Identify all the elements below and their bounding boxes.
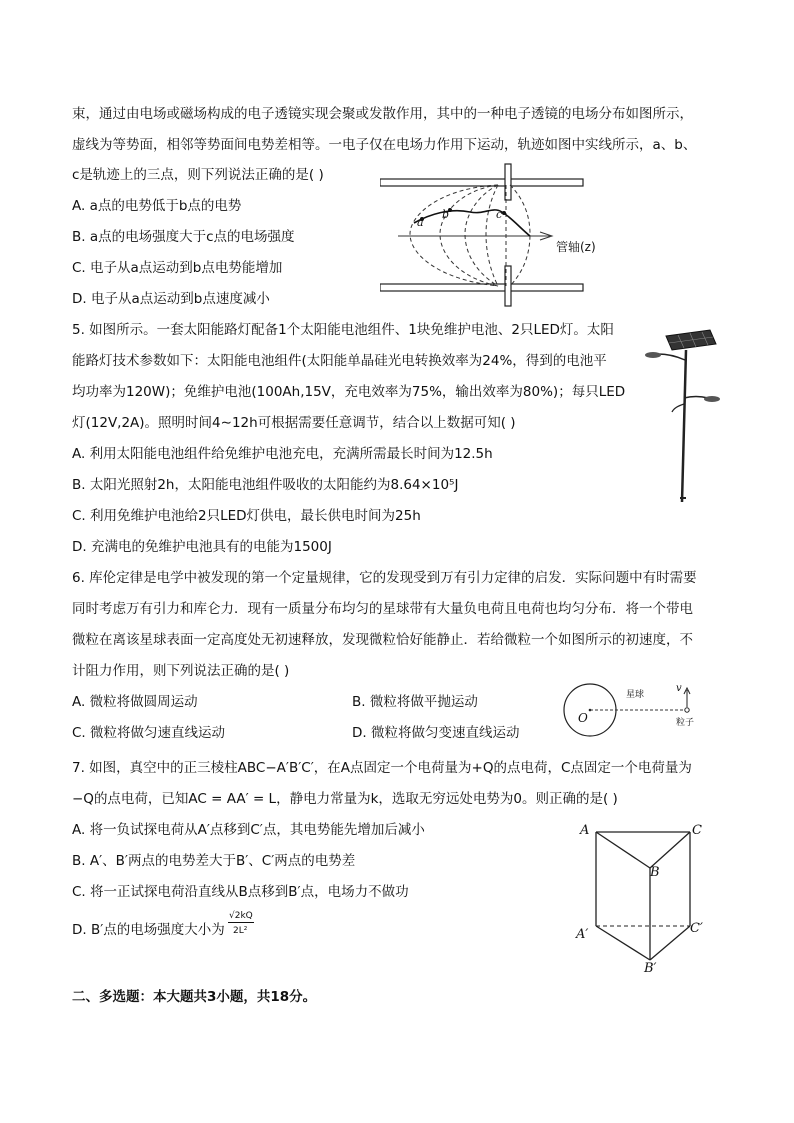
vertex-c-prime-label: C′ xyxy=(690,921,703,936)
electron-lens-figure xyxy=(380,160,630,312)
q4-intro-line-3: c是轨迹上的三点，则下列说法正确的是( ) xyxy=(72,167,324,183)
q6-line-4: 计阻力作用，则下列说法正确的是( ) xyxy=(72,663,290,679)
q6-option-a: A. 微粒将做圆周运动 xyxy=(72,694,198,710)
q6-line-2: 同时考虑万有引力和库仑力．现有一质量分布均匀的星球带有大量负电荷且电荷也均匀分布．将一个带电 xyxy=(72,601,693,617)
q6-option-d: D. 微粒将做匀变速直线运动 xyxy=(352,725,520,741)
particle-label: 粒子 xyxy=(676,718,695,728)
q4-option-c: C. 电子从a点运动到b点电势能增加 xyxy=(72,260,283,276)
q7-option-d-numerator: √2kQ xyxy=(229,911,253,921)
vertex-a-label: A xyxy=(580,823,590,838)
planet-center-label: O xyxy=(578,711,588,725)
q6-option-c: C. 微粒将做匀速直线运动 xyxy=(72,725,226,741)
planet-label: 星球 xyxy=(626,690,645,700)
q7-option-d-prefix: D. B′点的电场强度大小为 xyxy=(72,922,225,938)
q7-option-d-denominator: 2L² xyxy=(233,926,248,936)
q4-intro-line-2: 虚线为等势面，相邻等势面间电势差相等。一电子仅在电场力作用下运动，轨迹如图中实线所示，a、b、 xyxy=(72,137,697,153)
solar-street-lamp-figure xyxy=(640,326,720,504)
q5-line-2: 能路灯技术参数如下：太阳能电池组件(太阳能单晶硅光电转换效率为24%，得到的电池平 xyxy=(72,353,607,369)
q6-option-b: B. 微粒将做平抛运动 xyxy=(352,694,478,710)
q7-line-2: −Q的点电荷，已知AC = AA′ = L，静电力常量为k，选取无穷远处电势为0。则正确的是( ) xyxy=(72,791,618,807)
axis-label: 管轴(z) xyxy=(556,240,596,254)
vertex-b-prime-label: B′ xyxy=(644,961,657,976)
q4-intro-line-1: 束，通过由电场或磁场构成的电子透镜实现会聚或发散作用，其中的一种电子透镜的电场分布如图所示， xyxy=(72,106,693,122)
q5-line-4: 灯(12V,2A)。照明时间4∼12h可根据需要任意调节，结合以上数据可知( ) xyxy=(72,415,516,431)
q7-option-b: B. A′、B′两点的电势差大于B′、C′两点的电势差 xyxy=(72,853,356,869)
label-point-a: a xyxy=(417,216,424,229)
q5-line-3: 均功率为120W)；免维护电池(100Ah,15V，充电效率为75%，输出效率为80%)；每只LED xyxy=(72,384,626,400)
planet-particle-figure xyxy=(560,680,710,740)
section-2-heading: 二、多选题：本大题共3小题，共18分。 xyxy=(72,989,317,1005)
q7-line-1: 7. 如图，真空中的正三棱柱ABC−A′B′C′，在A点固定一个电荷量为+Q的点电荷，C点固定一个电荷量为 xyxy=(72,760,692,776)
label-point-b: b xyxy=(442,208,450,221)
velocity-label: v xyxy=(676,683,682,694)
vertex-c-label: C xyxy=(692,823,702,838)
q5-option-b: B. 太阳光照射2h，太阳能电池组件吸收的太阳能约为8.64×10⁵J xyxy=(72,477,459,493)
q5-option-c: C. 利用免维护电池给2只LED灯供电，最长供电时间为25h xyxy=(72,508,421,524)
q4-option-d: D. 电子从a点运动到b点速度减小 xyxy=(72,291,270,307)
label-point-c: c xyxy=(496,208,503,221)
q7-option-a: A. 将一负试探电荷从A′点移到C′点，其电势能先增加后减小 xyxy=(72,822,425,838)
q4-option-a: A. a点的电势低于b点的电势 xyxy=(72,198,242,214)
vertex-b-label: B xyxy=(650,865,660,880)
triangular-prism-figure xyxy=(572,820,712,980)
q6-line-1: 6. 库伦定律是电学中被发现的第一个定量规律，它的发现受到万有引力定律的启发．实际问题中有时需要 xyxy=(72,570,697,586)
q5-option-d: D. 充满电的免维护电池具有的电能为1500J xyxy=(72,539,332,555)
q4-option-b: B. a点的电场强度大于c点的电场强度 xyxy=(72,229,295,245)
vertex-a-prime-label: A′ xyxy=(576,927,589,942)
q6-line-3: 微粒在离该星球表面一定高度处无初速释放，发现微粒恰好能静止．若给微粒一个如图所示的初速度，不 xyxy=(72,632,693,648)
q7-option-c: C. 将一正试探电荷沿直线从B点移到B′点，电场力不做功 xyxy=(72,884,409,900)
q5-line-1: 5. 如图所示。一套太阳能路灯配备1个太阳能电池组件、1块免维护电池、2只LED灯。太阳 xyxy=(72,322,614,338)
q5-option-a: A. 利用太阳能电池组件给免维护电池充电，充满所需最长时间为12.5h xyxy=(72,446,493,462)
